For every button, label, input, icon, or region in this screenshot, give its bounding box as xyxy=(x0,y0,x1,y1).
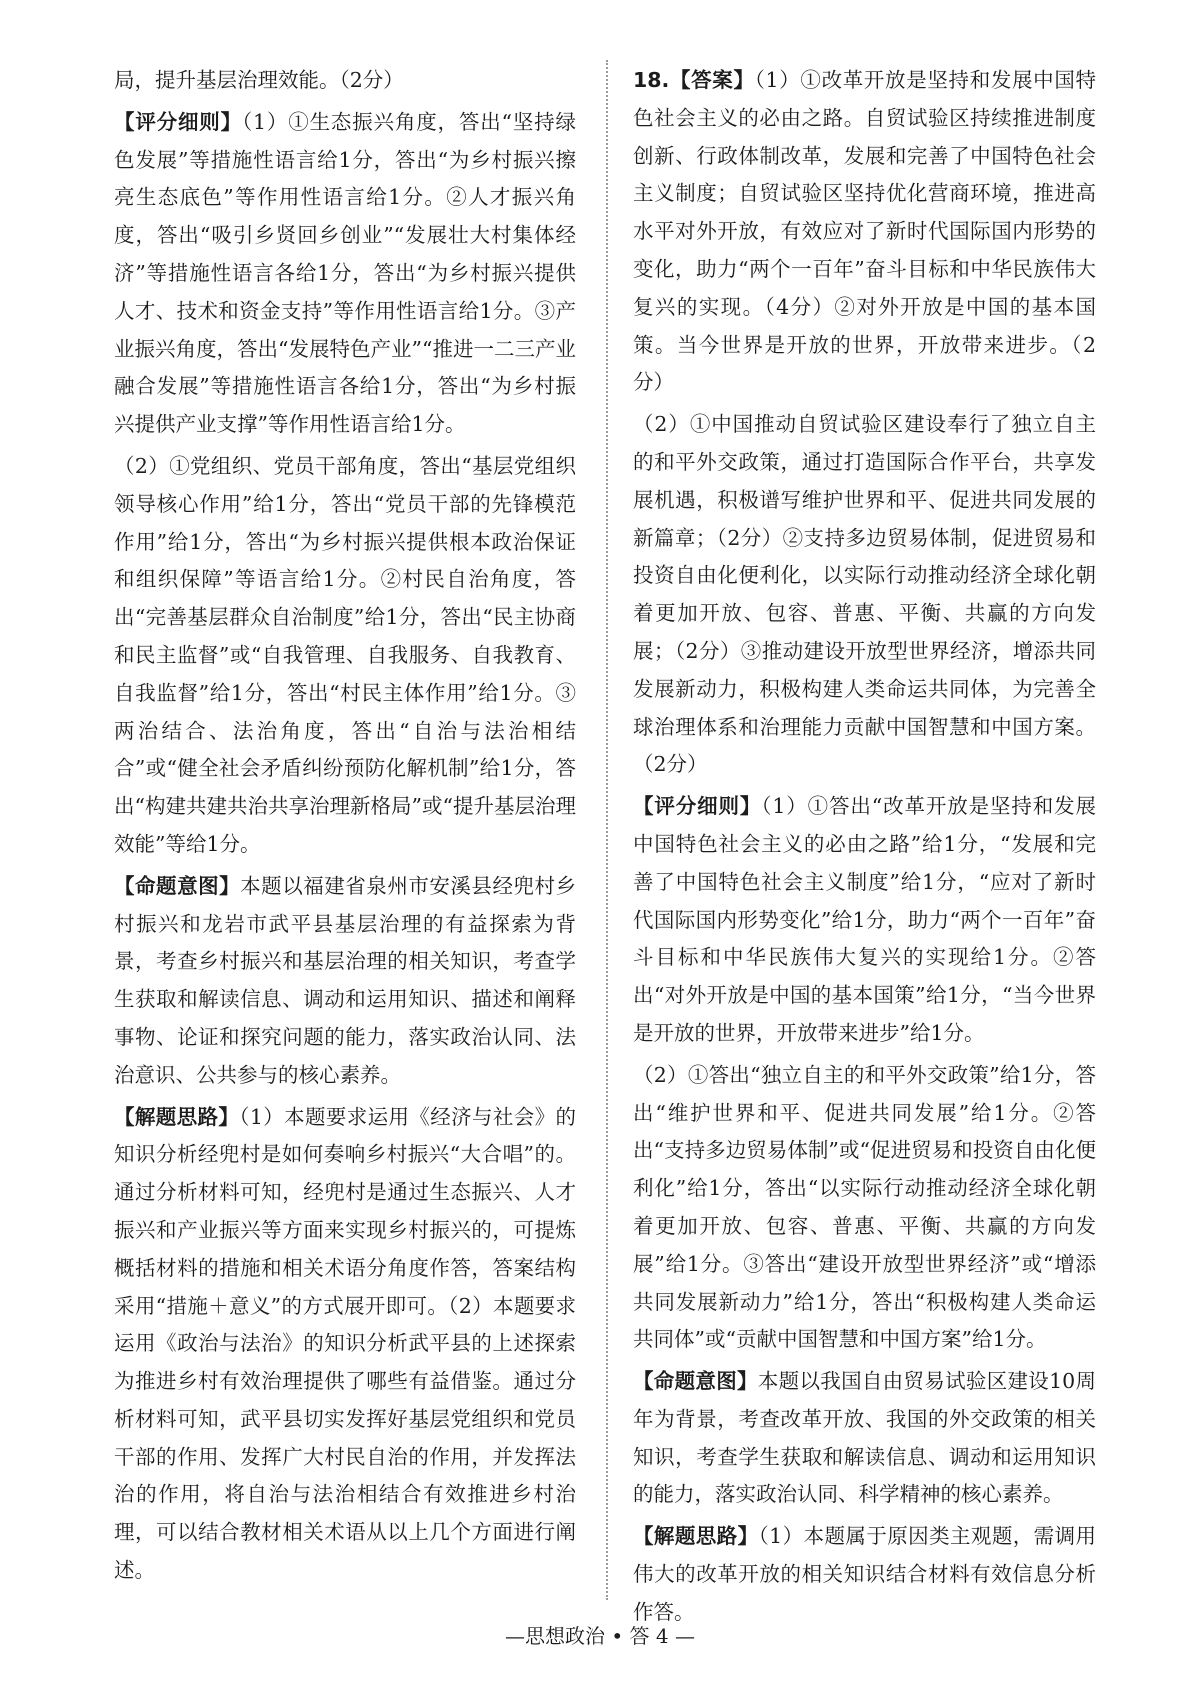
solution-approach-17 xyxy=(114,1099,576,1590)
continuation-paragraph: 局，提升基层治理效能。（2分） xyxy=(114,68,404,92)
section-tag: 【命题意图】 xyxy=(114,873,241,898)
paragraph-text: （1）①答出“改革开放是坚持和发展中国特色社会主义的必由之路”给1分，“发展和完善了中国特色社会主义制度”给1分，“应对了新时代国际国内形势变化”给1分，助力“两个一百年”奋斗目标和中华民族伟大复兴的实现给1分。②答出“对外开放是中国的基本国策”给1分，“当今世界是开放的世界，开放带来进步”给1分。 xyxy=(633,794,1096,1045)
section-tag: 【解题思路】 xyxy=(114,1104,240,1129)
section-tag: 【评分细则】 xyxy=(114,109,242,134)
section-tag: 【答案】 xyxy=(669,68,755,92)
solution-approach-18 xyxy=(633,1518,1096,1631)
section-tag: 【评分细则】 xyxy=(633,794,762,819)
paragraph-text: 本题以我国自由贸易试验区建设10周年为背景，考查改革开放、我国的外交政策的相关知识，考查学生获取和解读信息、调动和运用知识的能力，落实政治认同、科学精神的核心素养。 xyxy=(633,1369,1097,1507)
paragraph-text: （1）本题要求运用《经济与社会》的知识分析经兜村是如何奏响乡村振兴“大合唱”的。通过分析材料可知，经兜村是通过生态振兴、人才振兴和产业振兴等方面来实现乡村振兴的，可提炼概括材料的措施和相关术语分角度作答，答案结构采用“措施＋意义”的方式展开即可。（2）本题要求运用《政治与法治》的知识分析武平县的上述探索为推进乡村有效治理提供了哪些有益借鉴。通过分析材料可知，武平县切实发挥好基层党组织和党员干部的作用、发挥广大村民自治的作用，并发挥法治的作用，将自治与法治相结合有效推进乡村治理，可以结合教材相关术语从以上几个方面进行阐述。 xyxy=(114,1104,577,1583)
paragraph-text: （1）本题属于原因类主观题，需调用伟大的改革开放的相关知识结合材料有效信息分析作答。 xyxy=(633,1524,1097,1624)
scoring-details-17-part1 xyxy=(114,104,576,444)
scoring-details-17-part2: （2）①党组织、党员干部角度，答出“基层党组织领导核心作用”给1分，答出“党员干部的先锋模范作用”给1分，答出“为乡村振兴提供根本政治保证和组织保障”等语言给1分。②村民自治角度，答出“完善基层群众自治制度”给1分，答出“民主协商和民主监督”或“自我管理、自我服务、自我教育、自我监督”给1分，答出“村民主体作用”给1分。③两治结合、法治角度，答出“自治与法治相结合”或“健全社会矛盾纠纷预防化解机制”给1分，答出“构建共建共治共享治理新格局”或“提升基层治理效能”等给1分。 xyxy=(114,453,576,856)
question-intent-17 xyxy=(114,868,576,1095)
section-tag: 【命题意图】 xyxy=(633,1369,758,1394)
paragraph-text: （1）①改革开放是坚持和发展中国特色社会主义的必由之路。自贸试验区持续推进制度创新、行政体制改革，发展和完善了中国特色社会主义制度；自贸试验区坚持优化营商环境，推进高水平对外开放，有效应对了新时代国际国内形势的变化，助力“两个一百年”奋斗目标和中华民族伟大复兴的实现。（4分）②对外开放是中国的基本国策。当今世界是开放的世界，开放带来进步。（2分） xyxy=(633,68,1097,395)
section-tag: 【解题思路】 xyxy=(633,1524,759,1549)
paragraph-text: 本题以福建省泉州市安溪县经兜村乡村振兴和龙岩市武平县基层治理的有益探索为背景，考查乡村振兴和基层治理的相关知识，考查学生获取和解读信息、调动和运用知识、描述和阐释事物、论证和探究问题的能力，落实政治认同、法治意识、公共参与的核心素养。 xyxy=(114,873,577,1087)
answer-18-part1 xyxy=(633,62,1096,402)
column-divider xyxy=(606,60,608,1600)
right-column xyxy=(633,62,1096,1636)
question-intent-18 xyxy=(633,1363,1096,1514)
answer-18-part2: （2）①中国推动自贸试验区建设奉行了独立自主的和平外交政策，通过打造国际合作平台，共享发展机遇，积极谱写维护世界和平、促进共同发展的新篇章；（2分）②支持多边贸易体制，促进贸易和投资自由化便利化，以实际行动推动经济全球化朝着更加开放、包容、普惠、平衡、共赢的方向发展；（2分）③推动建设开放型世界经济，增添共同发展新动力，积极构建人类命运共同体，为完善全球治理体系和治理能力贡献中国智慧和中国方案。（2分） xyxy=(633,412,1096,777)
paragraph-text: （1）①生态振兴角度，答出“坚持绿色发展”等措施性语言给1分，答出“为乡村振兴擦亮生态底色”等作用性语言给1分。②人才振兴角度，答出“吸引乡贤回乡创业”“发展壮大村集体经济”等措施性语言各给1分，答出“为乡村振兴提供人才、技术和资金支持”等作用性语言给1分。③产业振兴角度，答出“发展特色产业”“推进一二三产业融合发展”等措施性语言各给1分，答出“为乡村振兴提供产业支撑”等作用性语言给1分。 xyxy=(114,109,576,437)
question-number: 18. xyxy=(633,68,670,92)
left-column xyxy=(114,62,576,1594)
scoring-details-18-part2: （2）①答出“独立自主的和平外交政策”给1分，答出“维护世界和平、促进共同发展”给1分。②答出“支持多边贸易体制”或“促进贸易和投资自由化便利化”给1分，答出“以实际行动推动经济全球化朝着更加开放、包容、普惠、平衡、共赢的方向发展”给1分。③答出“建设开放型世界经济”或“增添共同发展新动力”给1分，答出“积极构建人类命运共同体”或“贡献中国智慧和中国方案”给1分。 xyxy=(633,1062,1096,1352)
page-footer: —思想政治 • 答 4 — xyxy=(505,1624,695,1648)
scoring-details-18-part1 xyxy=(633,788,1096,1053)
